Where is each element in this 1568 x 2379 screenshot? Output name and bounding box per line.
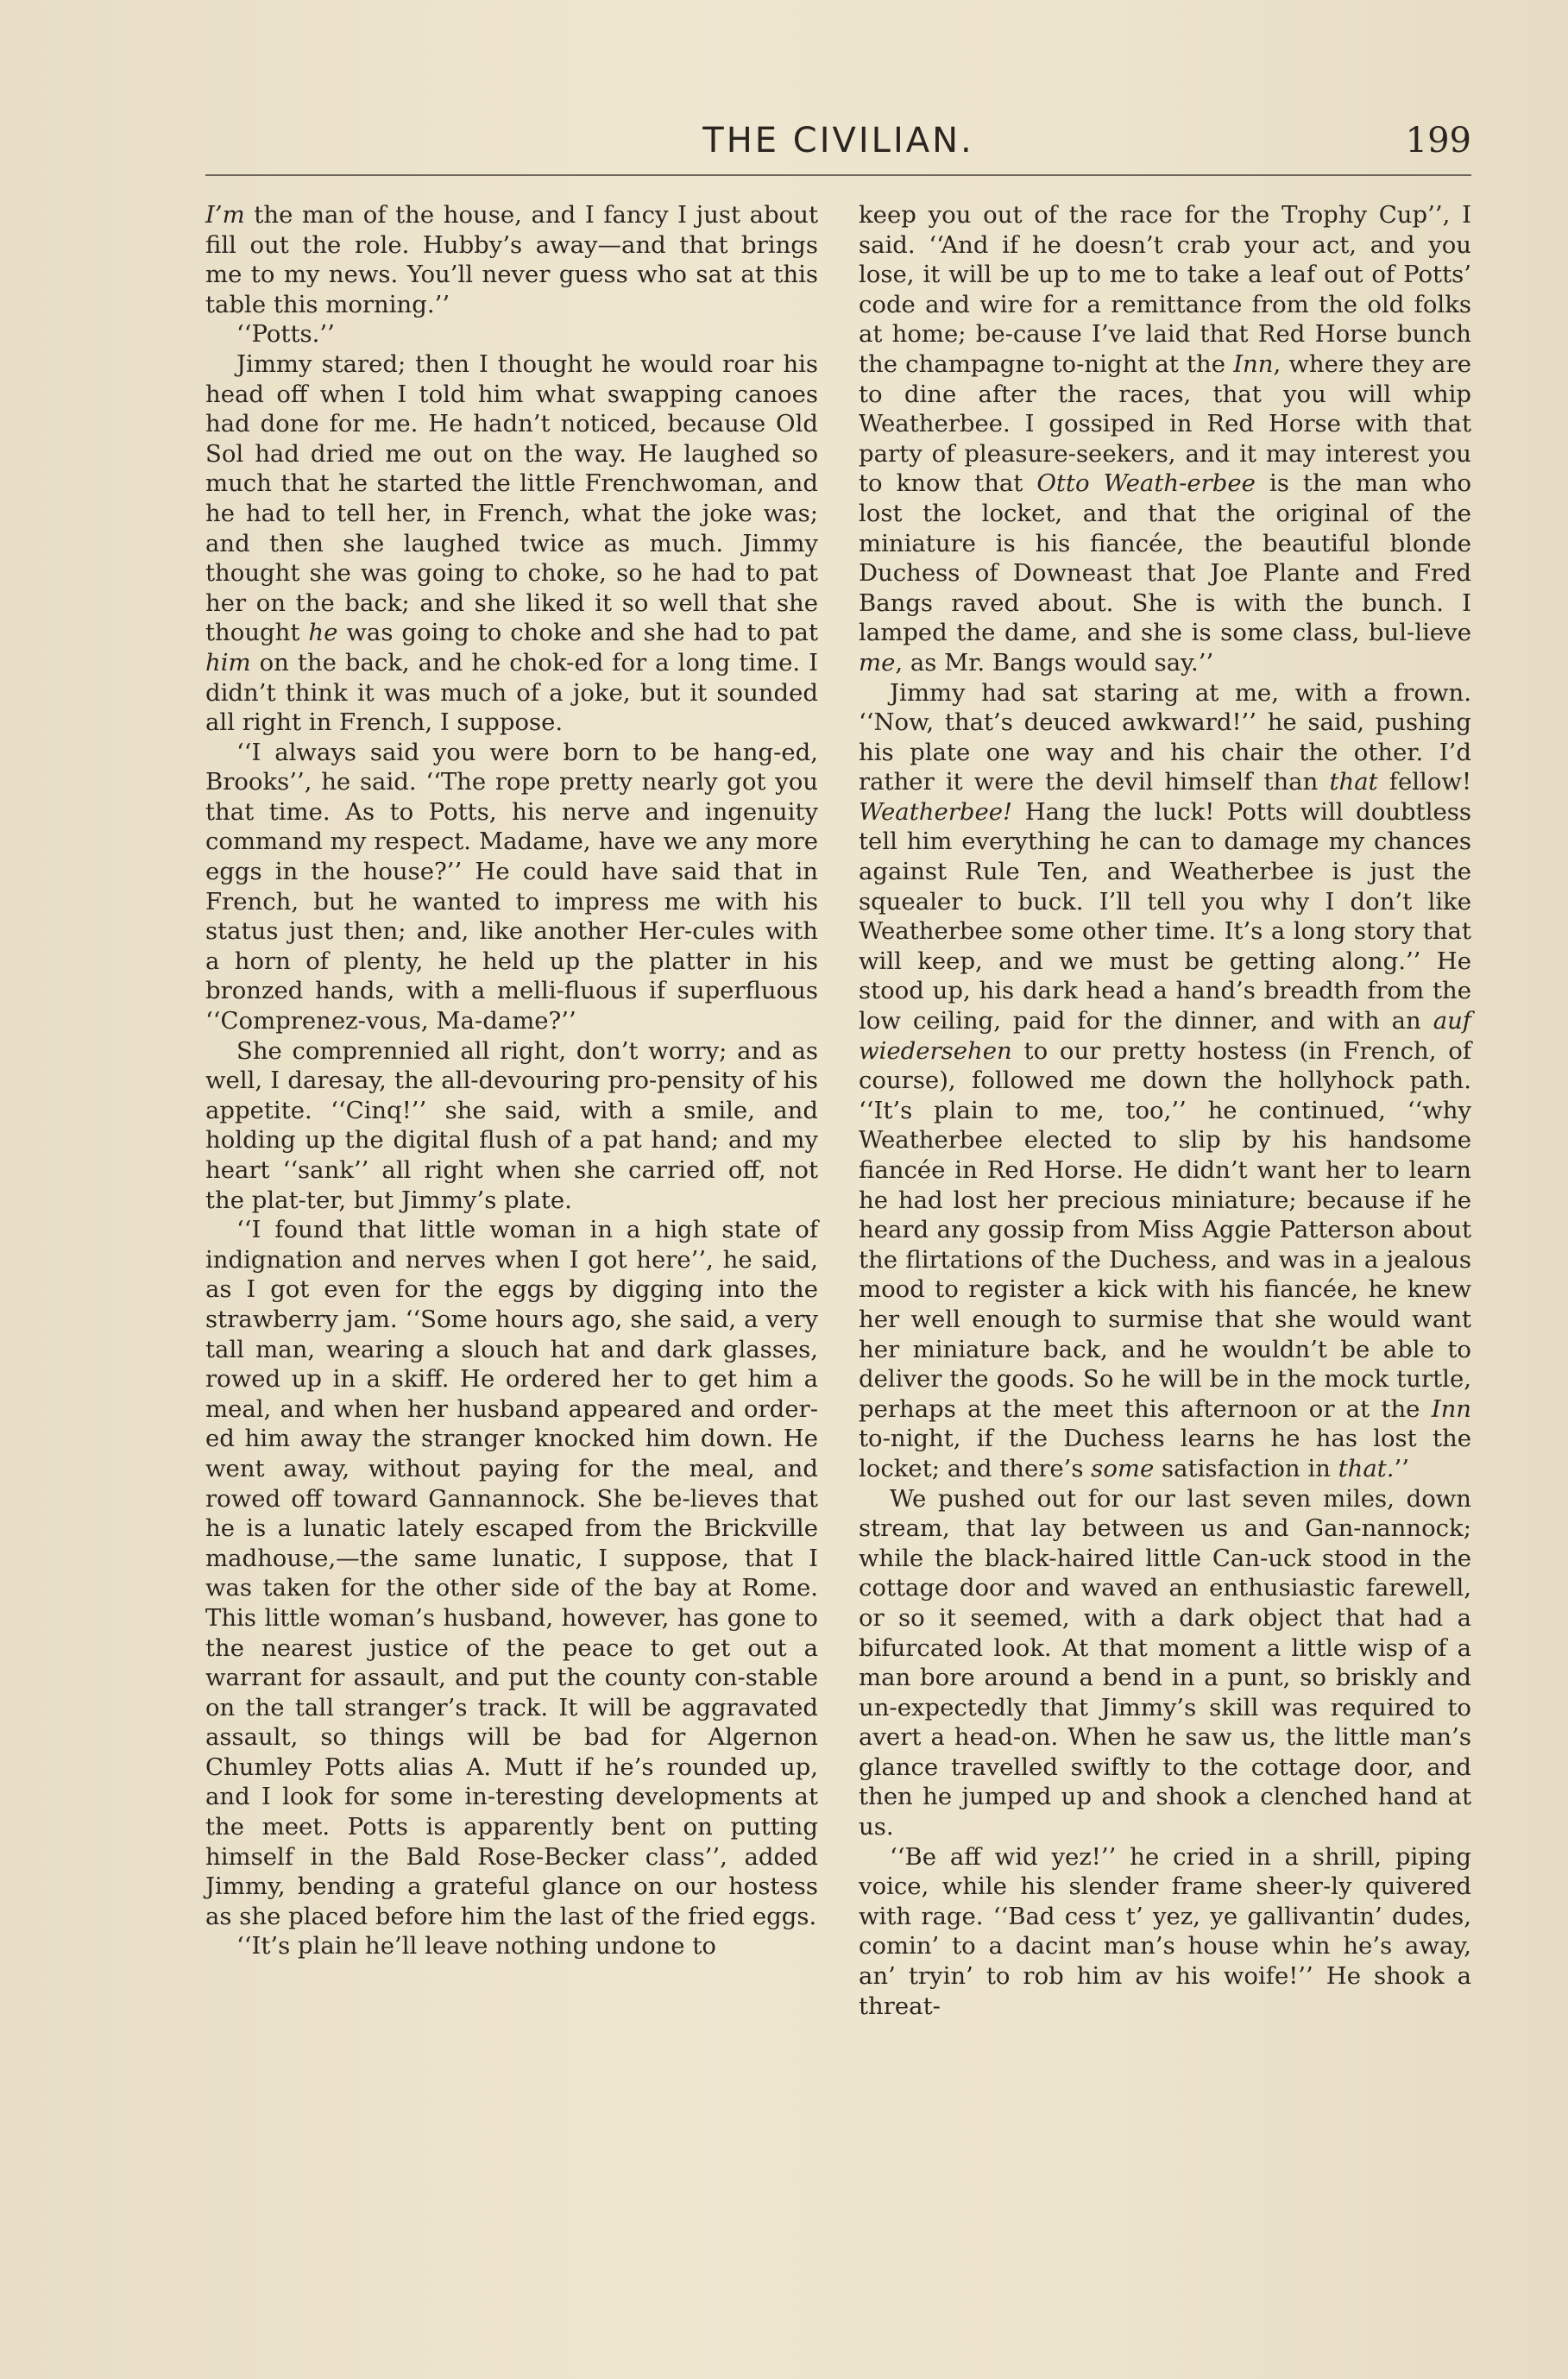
text-run: We pushed out for our last seven miles, down stream, that lay between us and Gan-nannock; while the black-haired little Can-uck stood in the cottage door and waved an enthusiastic farewell, or so it seemed, with a dark object that had a bifurcated look. At that moment a little wisp of a man bore around a bend in a punt, so briskly and un-expectedly that Jimmy’s skill was required to avert a head-on. When he saw us, the little man’s glance travelled swiftly to the cottage door, and then he jumped up and shook a clenched hand at us. xyxy=(859,1484,1471,1841)
text-run: ‘‘I always said you were born to be hang-ed, Brooks’’, he said. ‘‘The rope pretty nearly got you that time. As to Potts, his nerve and ingenuity command my respect. Madame, have we any more eggs in the house?’’ He could have said that in French, but he wanted to impress me with his status just then; and, like another Her-cules with a horn of plenty, he held up the platter in his bronzed hands, with a melli-fluous if superfluous ‘‘Comprenez-vous, Ma-dame?’’ xyxy=(205,738,818,1035)
italic-text: him xyxy=(205,648,251,677)
text-run: was going to choke and she had to pat xyxy=(337,619,818,647)
text-run: , where they are to dine after the races, that you will whip Weatherbee. I gossiped in Red Horse with that party of pleasure-seekers, and it may interest you to know that xyxy=(859,349,1471,498)
paragraph xyxy=(859,1484,1471,1842)
text-columns xyxy=(205,200,1471,2271)
paragraph xyxy=(205,1215,818,1931)
text-run: Jimmy stared; then I thought he would roar his head off when I told him what swapping canoes had done for me. He hadn’t noticed, because Old Sol had dried me out on the way. He laughed so much that he started the little Frenchwoman, and he had to tell her, in French, what the joke was; and then she laughed twice as much. Jimmy thought she was going to choke, so he had to pat her on the back; and she liked it so well that she thought xyxy=(205,349,818,647)
header-rule xyxy=(205,174,1471,176)
text-run: on the back, and he chok-ed for a long time. I didn’t think it was much of a joke, but it sounded all right in French, I suppose. xyxy=(205,648,818,737)
text-run: the man of the house, and I fancy I just about fill out the role. Hubby’s away—and that brings me to my news. You’ll never guess who sat at this table this morning.’’ xyxy=(205,201,818,318)
paragraph xyxy=(205,1931,818,1961)
text-run: , as Mr. Bangs would say.’’ xyxy=(895,648,1214,677)
paragraph xyxy=(859,678,1471,1484)
text-run: ‘‘I found that little woman in a high state of indignation and nerves when I got here’’, he said, as I got even for the eggs by digging into the strawberry jam. ‘‘Some hours ago, she said, a very tall man, wearing a slouch hat and dark glasses, rowed up in a skiff. He ordered her to get him a meal, and when her husband appeared and order-ed him away the stranger knocked him down. He went away, without paying for the meal, and rowed off toward Gannannock. She be-lieves that he is a lunatic lately escaped from the Brickville madhouse,—the same lunatic, I suppose, that I was taken for the other side of the bay at Rome. This little woman’s husband, however, has gone to the nearest justice of the peace to get out a warrant for assault, and put the county con-stable on the tall stranger’s track. It will be aggravated assault, so things will be bad for Algernon Chumley Potts alias A. Mutt if he’s rounded up, and I look for some in-teresting developments at the meet. Potts is apparently bent on putting himself in the Bald Rose-Becker class’’, added Jimmy, bending a grateful glance on our hostess as she placed before him the last of the fried eggs. xyxy=(205,1216,818,1930)
paragraph xyxy=(205,319,818,349)
text-run: She comprennied all right, don’t worry; and as well, I daresay, the all-devouring pro-pensity of his appetite. ‘‘Cinq!’’ she said, with a smile, and holding up the digital flush of a pat hand; and my heart ‘‘sank’’ all right when she carried off, not the plat-ter, but Jimmy’s plate. xyxy=(205,1036,818,1214)
text-run: ‘‘It’s plain he’ll leave nothing undone to xyxy=(236,1932,716,1960)
page-number: 199 xyxy=(1405,121,1471,160)
italic-text: Weatherbee! xyxy=(859,797,1013,826)
text-run: Hang the luck! Potts will doubtless tell him everything he can to damage my chances against Rule Ten, and Weatherbee is just the squealer to buck. I’ll tell you why I don’t like Weatherbee some other time. It’s a long story that will keep, and we must be getting along.’’ He stood up, his dark head a hand’s breadth from the low ceiling, paid for the dinner, and with an xyxy=(859,797,1471,1035)
journal-title: THE CIVILIAN. xyxy=(702,121,974,160)
paragraph xyxy=(205,1036,818,1216)
text-run: satisfaction in xyxy=(1154,1454,1338,1482)
text-run: ’’ xyxy=(1394,1454,1410,1482)
text-run: to-night, if the Duchess learns he has lost the locket; and there’s xyxy=(859,1425,1471,1482)
italic-text: he xyxy=(308,619,338,647)
left-column xyxy=(205,200,818,2271)
text-run: is the man who lost the locket, and that the original of the miniature is his fiancée, the beautiful blonde Duchess of Downeast that Joe Plante and Fred Bangs raved about. She is with the bunch. I lamped the dame, and she is some class, bul-lieve xyxy=(859,469,1472,647)
running-header xyxy=(205,121,1471,173)
paragraph xyxy=(859,1842,1471,2022)
paragraph xyxy=(859,200,1471,678)
text-run: fellow! xyxy=(1377,768,1471,796)
italic-text: Otto Weath-erbee xyxy=(1036,469,1256,498)
italic-text: that. xyxy=(1338,1454,1395,1482)
paragraph xyxy=(205,200,818,319)
italic-text: that xyxy=(1329,768,1378,796)
paragraph xyxy=(205,738,818,1036)
text-run: Jimmy had sat staring at me, with a frown. ‘‘Now, that’s deuced awkward!’’ he said, pushing his plate one way and his chair the other. I’d rather it were the devil himself than xyxy=(859,678,1471,796)
italic-text: some xyxy=(1091,1454,1155,1482)
italic-text: me xyxy=(859,648,896,677)
right-column xyxy=(859,200,1471,2271)
text-run: ‘‘Potts.’’ xyxy=(236,320,335,349)
text-run: ‘‘Be aff wid yez!’’ he cried in a shrill, piping voice, while his slender frame sheer-ly quivered with rage. ‘‘Bad cess t’ yez, ye gallivantin’ dudes, comin’ to a dacint man’s house whin he’s away, an’ tryin’ to rob him av his woife!’’ He shook a threat- xyxy=(859,1842,1471,2020)
italic-text: Inn xyxy=(1233,349,1274,378)
italic-text: auf wiedersehen xyxy=(859,1007,1471,1065)
italic-text: I’m xyxy=(205,201,245,229)
paragraph xyxy=(205,349,818,738)
text-run: keep you out of the race for the Trophy Cup’’, I said. ‘‘And if he doesn’t crab your act, and you lose, it will be up to me to take a leaf out of Potts’ code and wire for a remittance from the old folks at home; be-cause I’ve laid that Red Horse bunch the champagne to-night at the xyxy=(859,201,1471,378)
italic-text: Inn xyxy=(1431,1394,1471,1423)
text-run: to our pretty hostess (in French, of course), followed me down the hollyhock path. ‘‘It’s plain to me, too,’’ he continued, ‘‘why Weatherbee elected to slip by his handsome fiancée in Red Horse. He didn’t want her to learn he had lost her precious miniature; because if he heard any gossip from Miss Aggie Patterson about the flirtations of the Duchess, and was in a jealous mood to register a kick with his fiancée, he knew her well enough to surmise that she would want her miniature back, and he wouldn’t be able to deliver the goods. So he will be in the mock turtle, perhaps at the meet this afternoon or at the xyxy=(859,1036,1471,1423)
